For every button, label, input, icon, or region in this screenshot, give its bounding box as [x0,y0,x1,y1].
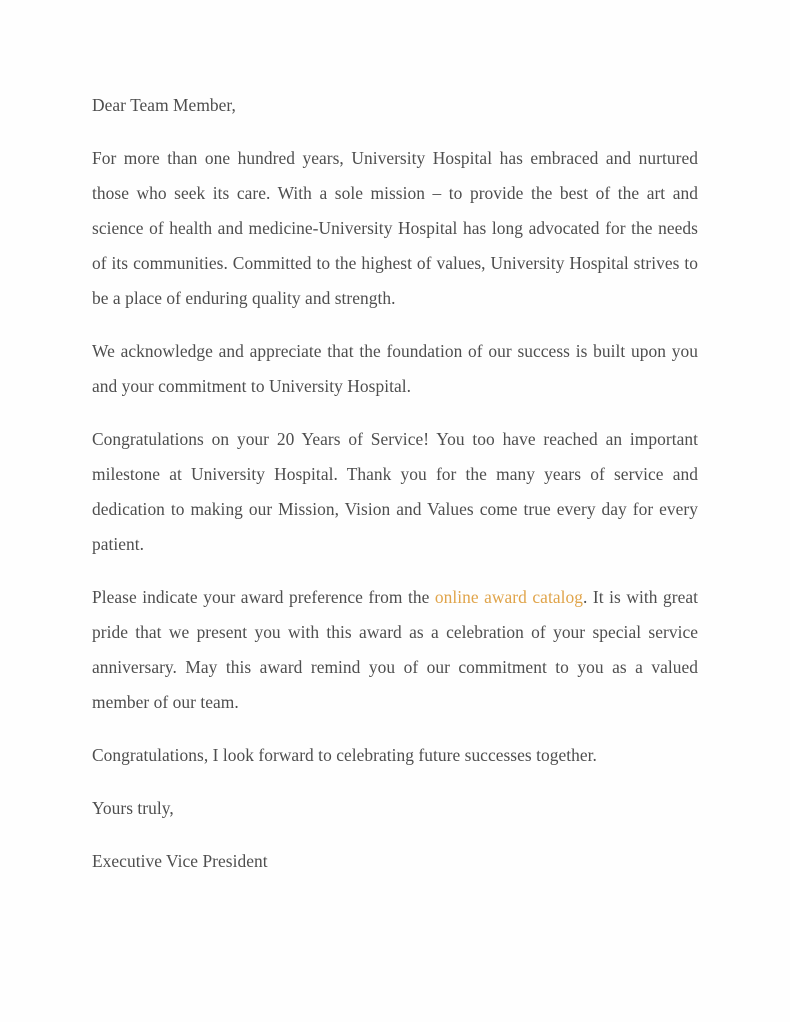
award-paragraph-lead-text: Please indicate your award preference from the [92,587,435,607]
online-award-catalog-link[interactable]: online award catalog [434,587,583,607]
paragraph-closing-congratulations: Congratulations, I look forward to celebrating future successes together. [92,745,597,765]
paragraph-award-preference [92,580,698,720]
award-paragraph-trailing-text: . It is with great pride that we present you with this award as a celebration of your special service anniversary. May this award remind you of our commitment to you as a valued member of our team. [92,587,698,712]
paragraph-acknowledgement: We acknowledge and appreciate that the foundation of our success is built upon you and your commitment to University Hospital. [92,341,698,396]
paragraph-mission-history: For more than one hundred years, University Hospital has embraced and nurtured those who seek its care. With a sole mission – to provide the best of the art and science of health and medicine-University Hospital has long advocated for the needs of its communities. Committed to the highest of values, University Hospital strives to be a place of enduring quality and strength. [92,148,698,308]
signature-title: Executive Vice President [92,851,268,871]
letter-body [92,88,698,879]
closing-salutation: Yours truly, [92,798,174,818]
salutation-line: Dear Team Member, [92,95,236,115]
paragraph-congratulations-service: Congratulations on your 20 Years of Service! You too have reached an important milestone at University Hospital. Thank you for the many years of service and dedication to making our Mission, Vision and Values come true every day for every patient. [92,429,698,554]
